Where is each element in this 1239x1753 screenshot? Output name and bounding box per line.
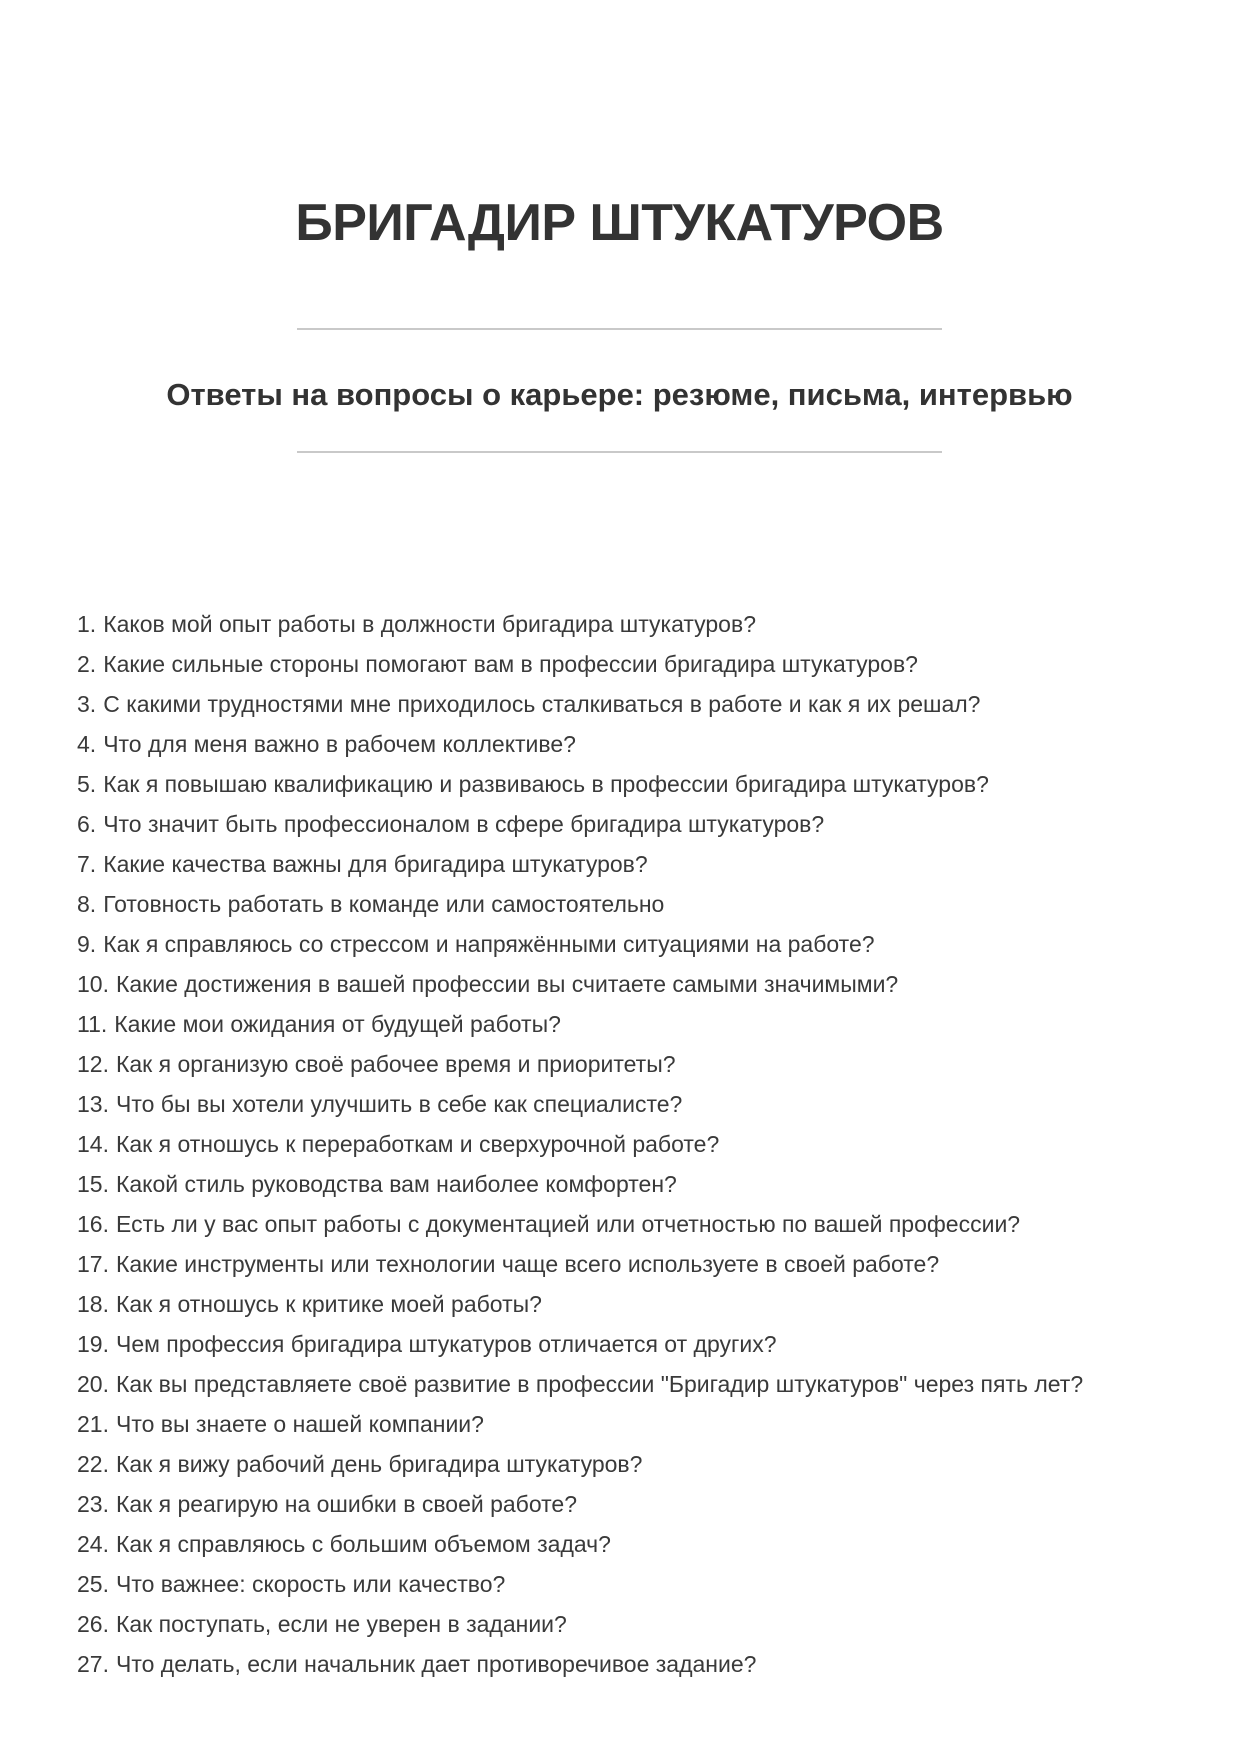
list-item (77, 724, 1179, 764)
list-item (77, 1084, 1179, 1124)
question-text: Что вы знаете о нашей компании? (115, 1411, 484, 1437)
question-number: 17. (77, 1251, 109, 1277)
question-text: Как я реагирую на ошибки в своей работе? (115, 1491, 577, 1517)
list-item (77, 1324, 1179, 1364)
divider-top (297, 328, 942, 330)
question-number: 10. (77, 971, 109, 997)
question-number: 6. (77, 811, 97, 837)
question-number: 23. (77, 1491, 109, 1517)
question-number: 24. (77, 1531, 109, 1557)
question-text: Как поступать, если не уверен в задании? (115, 1611, 567, 1637)
question-number: 27. (77, 1651, 109, 1677)
question-number: 21. (77, 1411, 109, 1437)
page-title: БРИГАДИР ШТУКАТУРОВ (295, 194, 944, 252)
question-number: 4. (77, 731, 97, 757)
list-item (77, 1444, 1179, 1484)
list-item (77, 684, 1179, 724)
question-text: Что важнее: скорость или качество? (115, 1571, 506, 1597)
question-number: 1. (77, 611, 97, 637)
question-number: 3. (77, 691, 97, 717)
question-number: 9. (77, 931, 97, 957)
question-number: 13. (77, 1091, 109, 1117)
question-number: 18. (77, 1291, 109, 1317)
question-number: 5. (77, 771, 97, 797)
question-text: Какие сильные стороны помогают вам в профессии бригадира штукатуров? (103, 651, 918, 677)
question-text: Как я повышаю квалификацию и развиваюсь в профессии бригадира штукатуров? (103, 771, 989, 797)
list-item (77, 844, 1179, 884)
list-item (77, 1124, 1179, 1164)
list-item (77, 1044, 1179, 1084)
question-text: Чем профессия бригадира штукатуров отличается от других? (115, 1331, 777, 1357)
question-text: Какие мои ожидания от будущей работы? (114, 1011, 561, 1037)
question-text: Как я вижу рабочий день бригадира штукатуров? (115, 1451, 643, 1477)
list-item (77, 764, 1179, 804)
question-text: Что значит быть профессионалом в сфере бригадира штукатуров? (103, 811, 825, 837)
list-item (77, 1604, 1179, 1644)
question-text: Какие достижения в вашей профессии вы считаете самыми значимыми? (115, 971, 899, 997)
question-number: 12. (77, 1051, 109, 1077)
list-item (77, 1484, 1179, 1524)
list-item (77, 1364, 1179, 1404)
question-text: Как я справляюсь с большим объемом задач? (115, 1531, 611, 1557)
page-subtitle: Ответы на вопросы о карьере: резюме, письма, интервью (166, 377, 1073, 412)
list-item (77, 964, 1179, 1004)
question-text: Каков мой опыт работы в должности бригадира штукатуров? (103, 611, 756, 637)
question-number: 11. (77, 1011, 108, 1037)
questions-list (0, 604, 1239, 1744)
list-item (77, 1564, 1179, 1604)
list-item (77, 1204, 1179, 1244)
question-text: Как я отношусь к критике моей работы? (115, 1291, 542, 1317)
question-text: Есть ли у вас опыт работы с документацией или отчетностью по вашей профессии? (115, 1211, 1021, 1237)
question-text: Как я отношусь к переработкам и сверхурочной работе? (115, 1131, 720, 1157)
list-item (77, 924, 1179, 964)
question-text: С какими трудностями мне приходилось сталкиваться в работе и как я их решал? (103, 691, 981, 717)
question-number: 22. (77, 1451, 109, 1477)
question-number: 2. (77, 651, 97, 677)
question-text: Какие качества важны для бригадира штукатуров? (103, 851, 648, 877)
list-item (77, 804, 1179, 844)
question-text: Что делать, если начальник дает противоречивое задание? (115, 1651, 757, 1677)
question-text: Как я справляюсь со стрессом и напряжёнными ситуациями на работе? (103, 931, 875, 957)
list-item (77, 1404, 1179, 1444)
list-item (77, 1244, 1179, 1284)
list-item (77, 1164, 1179, 1204)
divider-bottom (297, 451, 942, 453)
question-text: Как я организую своё рабочее время и приоритеты? (115, 1051, 676, 1077)
question-number: 16. (77, 1211, 109, 1237)
question-text: Какой стиль руководства вам наиболее комфортен? (115, 1171, 677, 1197)
question-text: Что для меня важно в рабочем коллективе? (103, 731, 576, 757)
question-text: Как вы представляете своё развитие в профессии "Бригадир штукатуров" через пять лет? (115, 1371, 1084, 1397)
question-number: 26. (77, 1611, 109, 1637)
list-item (77, 644, 1179, 684)
question-text: Готовность работать в команде или самостоятельно (103, 891, 665, 917)
list-item (77, 604, 1179, 644)
question-number: 25. (77, 1571, 109, 1597)
list-item (77, 1644, 1179, 1684)
list-item (77, 1284, 1179, 1324)
list-item (77, 1524, 1179, 1564)
question-number: 14. (77, 1131, 109, 1157)
question-number: 19. (77, 1331, 109, 1357)
question-text: Какие инструменты или технологии чаще всего используете в своей работе? (115, 1251, 940, 1277)
question-number: 15. (77, 1171, 109, 1197)
question-number: 7. (77, 851, 97, 877)
question-text: Что бы вы хотели улучшить в себе как специалисте? (115, 1091, 683, 1117)
list-item (77, 1004, 1179, 1044)
list-item (77, 884, 1179, 924)
question-number: 20. (77, 1371, 109, 1397)
question-number: 8. (77, 891, 97, 917)
